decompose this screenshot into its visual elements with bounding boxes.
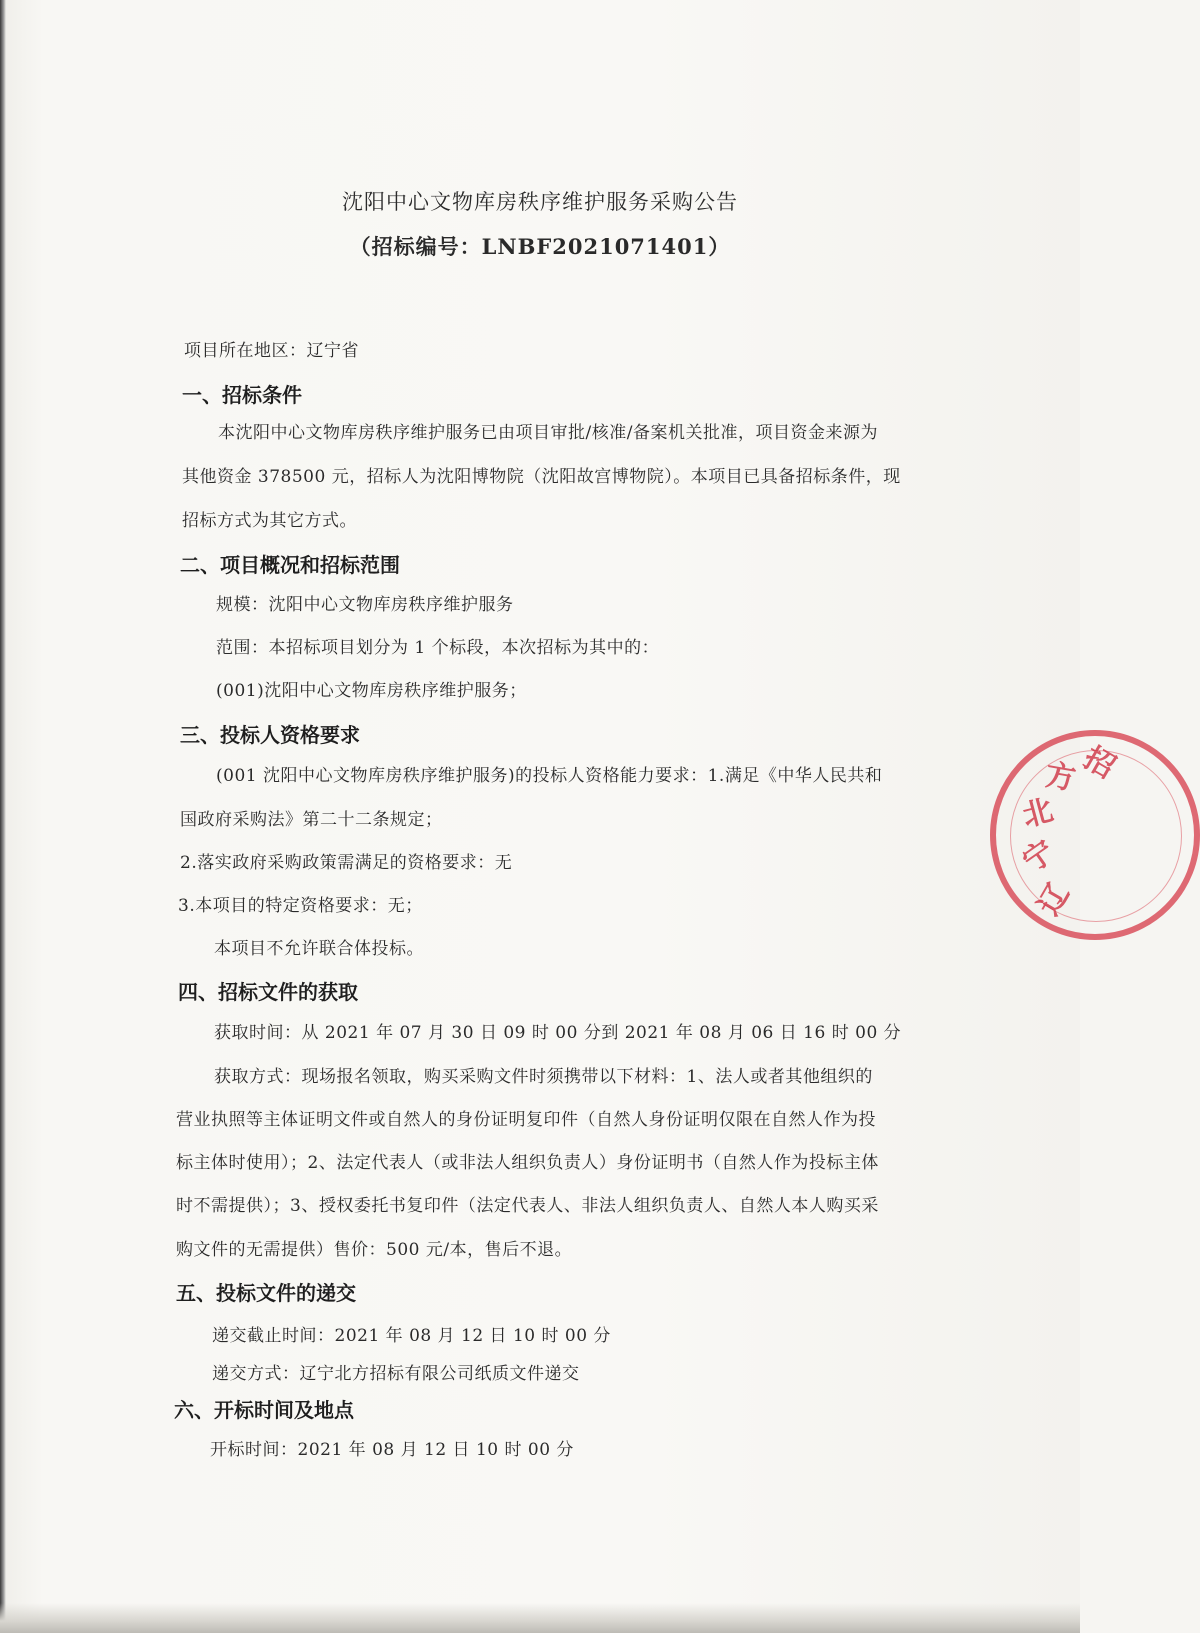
seal-char-1: 辽 — [1031, 878, 1077, 922]
section-6-heading: 六、开标时间及地点 — [174, 1398, 354, 1422]
section-3-line-2: 国政府采购法》第二十二条规定； — [180, 810, 443, 830]
section-2-lot: (001)沈阳中心文物库房秩序维护服务； — [216, 681, 527, 701]
seal-char-3: 北 — [1018, 792, 1057, 835]
section-5-heading: 五、投标文件的递交 — [176, 1281, 356, 1305]
tender-code: （招标编号：LNBF2021071401） — [349, 234, 731, 259]
section-4-method-line-3: 标主体时使用）；2、法定代表人（或非法人组织负责人）身份证明书（自然人作为投标主体 — [176, 1153, 879, 1173]
section-2-heading: 二、项目概况和招标范围 — [180, 553, 400, 577]
section-2-scale: 规模：沈阳中心文物库房秩序维护服务 — [216, 595, 514, 615]
document-title: 沈阳中心文物库房秩序维护服务采购公告 — [342, 190, 738, 214]
section-4-method-line-1: 获取方式：现场报名领取，购买采购文件时须携带以下材料：1、法人或者其他组织的 — [214, 1067, 873, 1087]
section-3-line-4: 3.本项目的特定资格要求：无； — [178, 896, 423, 916]
section-4-method-line-4: 时不需提供）；3、授权委托书复印件（法定代表人、非法人组织负责人、自然人本人购买采 — [176, 1196, 879, 1216]
company-seal-stamp — [990, 730, 1200, 940]
seal-char-2: 宁 — [1016, 833, 1062, 880]
seal-char-5: 招 — [1077, 740, 1121, 786]
section-3-line-3: 2.落实政府采购政策需满足的资格要求：无 — [180, 853, 513, 873]
section-3-line-1: (001 沈阳中心文物库房秩序维护服务)的投标人资格能力要求：1.满足《中华人民共和 — [216, 766, 883, 786]
section-5-deadline: 递交截止时间：2021 年 08 月 12 日 10 时 00 分 — [212, 1326, 611, 1346]
section-4-heading: 四、招标文件的获取 — [178, 980, 358, 1004]
section-3-heading: 三、投标人资格要求 — [180, 723, 360, 747]
section-6-open-time: 开标时间：2021 年 08 月 12 日 10 时 00 分 — [210, 1440, 574, 1460]
section-1-line-1: 本沈阳中心文物库房秩序维护服务已由项目审批/核准/备案机关批准，项目资金来源为 — [218, 423, 878, 443]
section-3-line-5: 本项目不允许联合体投标。 — [214, 939, 424, 959]
section-4-time: 获取时间：从 2021 年 07 月 30 日 09 时 00 分到 2021 年 08 月 06 日 16 时 00 分 — [214, 1023, 902, 1043]
section-4-method-line-2: 营业执照等主体证明文件或自然人的身份证明复印件（自然人身份证明仅限在自然人作为投 — [176, 1110, 876, 1130]
seal-char-4: 方 — [1042, 757, 1079, 798]
section-5-method: 递交方式：辽宁北方招标有限公司纸质文件递交 — [212, 1364, 580, 1384]
section-1-line-2: 其他资金 378500 元，招标人为沈阳博物院（沈阳故宫博物院）。本项目已具备招标条件，现 — [182, 467, 901, 487]
project-region: 项目所在地区：辽宁省 — [184, 341, 359, 361]
page-bottom-edge-shadow — [0, 1603, 1080, 1633]
section-1-heading: 一、招标条件 — [182, 383, 302, 407]
section-4-method-line-5: 购文件的无需提供）售价：500 元/本，售后不退。 — [176, 1240, 573, 1260]
section-2-scope: 范围：本招标项目划分为 1 个标段，本次招标为其中的： — [216, 638, 660, 658]
section-1-line-3: 招标方式为其它方式。 — [182, 511, 357, 531]
